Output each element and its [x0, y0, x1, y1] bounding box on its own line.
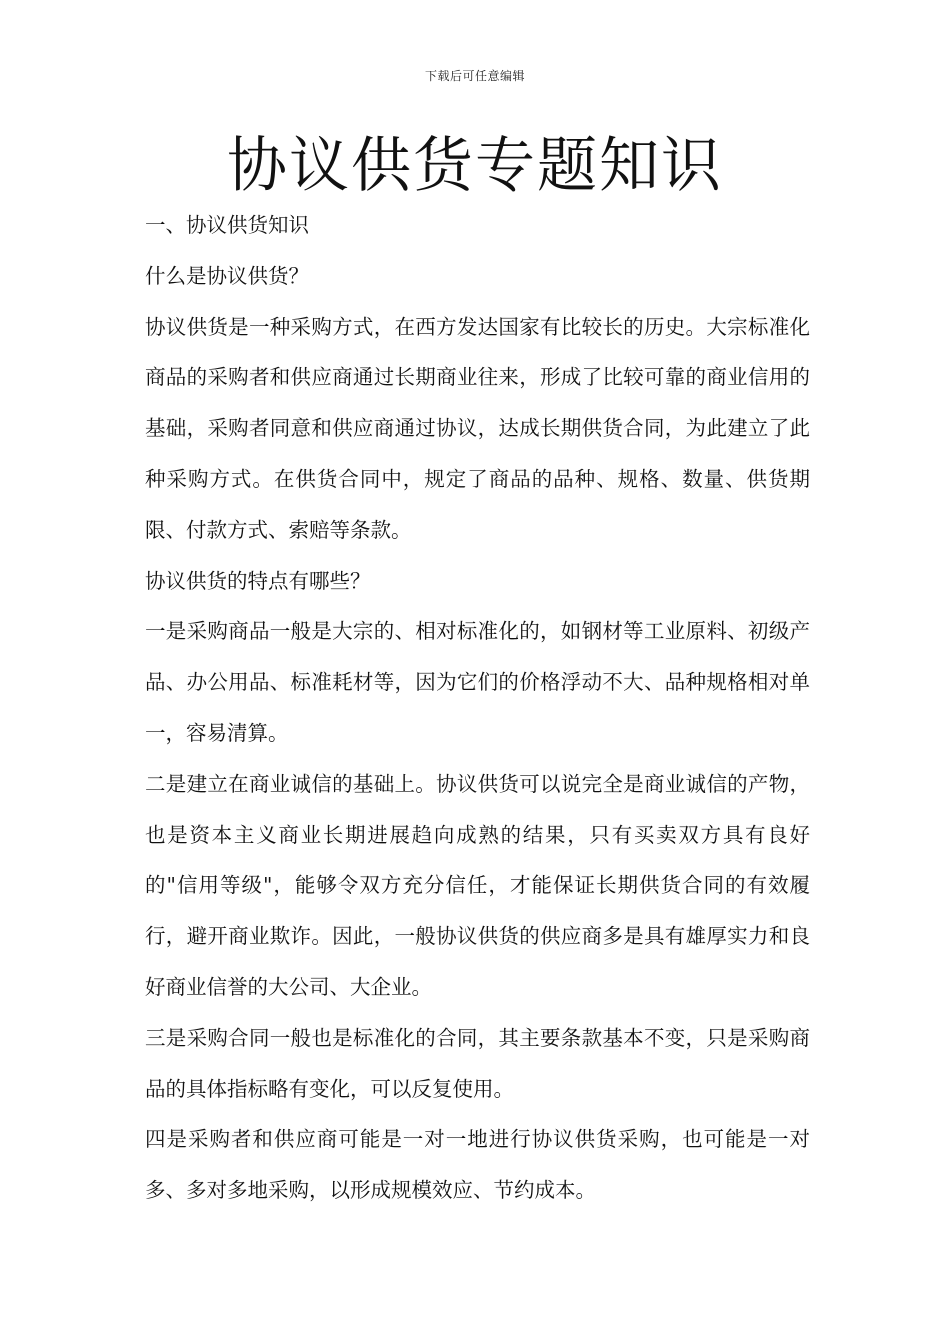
paragraph-point-1: 一是采购商品一般是大宗的、相对标准化的，如钢材等工业原料、初级产品、办公用品、标准耗材等，因为它们的价格浮动不大、品种规格相对单一，容易清算。: [145, 619, 810, 745]
document-body: [145, 200, 810, 1216]
question-heading: 协议供货的特点有哪些？: [145, 568, 371, 593]
paragraph-point-2: 二是建立在商业诚信的基础上。协议供货可以说完全是商业诚信的产物，也是资本主义商业长期进展趋向成熟的结果，只有买卖双方具有良好的"信用等级"，能够令双方充分信任，才能保证长期供货合同的有效履行，避开商业欺诈。因此，一般协议供货的供应商多是具有雄厚实力和良好商业信誉的大公司、大企业。: [145, 771, 810, 999]
question-heading: 什么是协议供货？: [145, 263, 309, 288]
paragraph-point-3: 三是采购合同一般也是标准化的合同，其主要条款基本不变，只是采购商品的具体指标略有变化，可以反复使用。: [145, 1025, 810, 1101]
section-heading: 一、协议供货知识: [145, 213, 309, 237]
paragraph-definition: 协议供货是一种采购方式，在西方发达国家有比较长的历史。大宗标准化商品的采购者和供应商通过长期商业往来，形成了比较可靠的商业信用的基础，采购者同意和供应商通过协议，达成长期供货合同，为此建立了此种采购方式。在供货合同中，规定了商品的品种、规格、数量、供货期限、付款方式、索赔等条款。: [145, 314, 810, 542]
paragraph-point-4: 四是采购者和供应商可能是一对一地进行协议供货采购，也可能是一对多、多对多地采购，以形成规模效应、节约成本。: [145, 1127, 810, 1203]
header-note: 下载后可任意编辑: [424, 69, 525, 83]
document-title: 协议供货专题知识: [227, 131, 723, 201]
